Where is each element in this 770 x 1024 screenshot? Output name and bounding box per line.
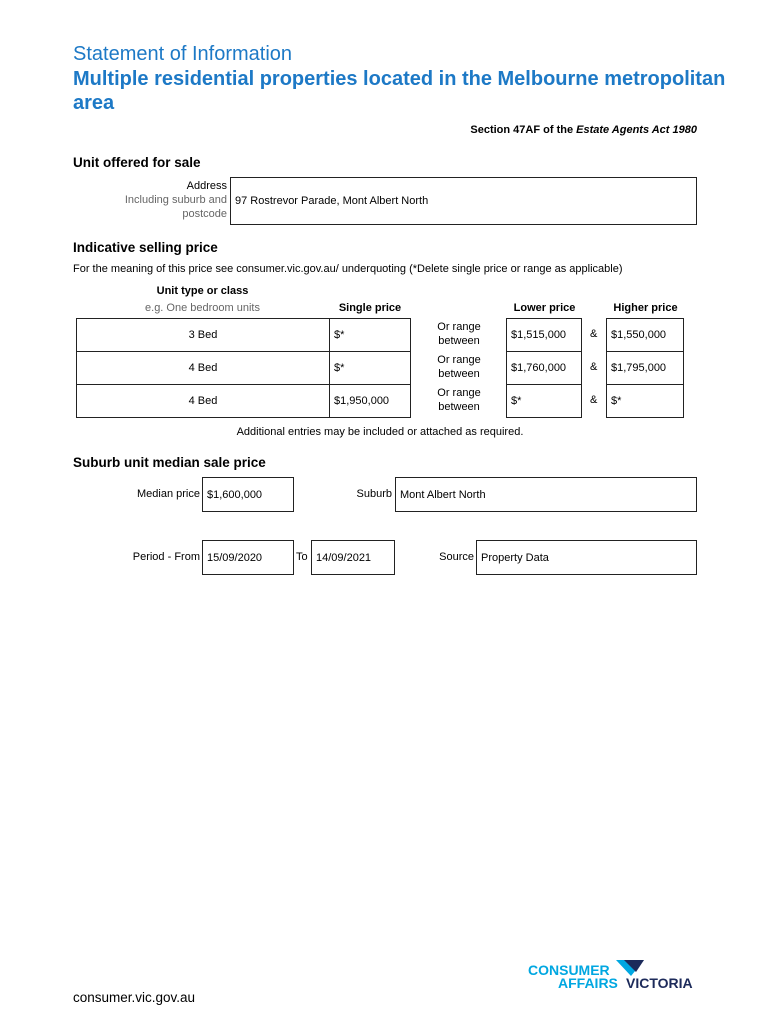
row2-range-text: [425, 353, 493, 381]
col-single: Single price: [338, 302, 402, 314]
address-label-line2: Including suburb and: [124, 194, 227, 206]
row3-single-text: $1,950,000: [334, 395, 390, 407]
row1-unit[interactable]: [76, 318, 330, 352]
row3-unit[interactable]: [76, 384, 330, 418]
document-title: Statement of Information: [73, 43, 293, 65]
range-text-1: Or range: [437, 354, 481, 366]
period-from-field[interactable]: [202, 540, 294, 575]
period-to-field[interactable]: [311, 540, 395, 575]
row2-higher-text: $1,795,000: [611, 362, 667, 374]
address-label-line1: Address: [186, 180, 227, 192]
row2-single[interactable]: [329, 351, 411, 385]
range-text-1: Or range: [437, 387, 481, 399]
col-unit-example: e.g. One bedroom units: [145, 302, 260, 314]
range-text-2: between: [438, 368, 480, 380]
suburb-field[interactable]: [395, 477, 697, 512]
col-higher: Higher price: [613, 302, 678, 314]
range-text-2: between: [438, 335, 480, 347]
indicative-note: For the meaning of this price see consumer.vic.gov.au/ underquoting (*Delete single price or range as applicable): [73, 263, 623, 275]
unit-offered-heading: Unit offered for sale: [73, 155, 201, 170]
address-value: 97 Rostrevor Parade, Mont Albert North: [235, 195, 429, 207]
row1-amp: &: [590, 328, 598, 340]
row3-lower[interactable]: [506, 384, 582, 418]
consumer-affairs-victoria-logo: [528, 958, 703, 1008]
row1-unit-text: 3 Bed: [188, 329, 218, 341]
median-price-value: $1,600,000: [207, 488, 263, 501]
median-price-label: Median price: [137, 488, 200, 500]
row2-unit-text: 4 Bed: [188, 362, 218, 374]
document-subtitle: Multiple residential properties located in the Melbourne metropolitan area: [73, 68, 726, 114]
row1-single[interactable]: [329, 318, 411, 352]
address-label-line3: postcode: [182, 208, 227, 220]
median-price-field[interactable]: [202, 477, 294, 512]
section-reference: [470, 124, 697, 136]
row3-range-text: [425, 386, 493, 414]
logo-line1: CONSUMER: [528, 962, 610, 978]
source-field[interactable]: [476, 540, 697, 575]
period-to-label: To: [296, 551, 308, 563]
row3-higher-text: $*: [611, 395, 622, 407]
row2-unit[interactable]: [76, 351, 330, 385]
source-label: Source: [439, 551, 474, 563]
indicative-heading: Indicative selling price: [73, 240, 218, 255]
row1-range-text: [425, 320, 493, 348]
period-to-value: 14/09/2021: [316, 551, 372, 564]
range-text-2: between: [438, 401, 480, 413]
row1-single-text: $*: [334, 329, 345, 341]
col-unit-type: Unit type or class: [156, 285, 249, 297]
period-from-label: Period - From: [132, 551, 200, 563]
row2-higher[interactable]: [606, 351, 684, 385]
row1-higher-text: $1,550,000: [611, 329, 667, 341]
row1-lower-text: $1,515,000: [511, 329, 567, 341]
row3-single[interactable]: [329, 384, 411, 418]
suburb-label: Suburb: [356, 488, 392, 500]
row3-higher[interactable]: [606, 384, 684, 418]
footer-url: consumer.vic.gov.au: [73, 990, 196, 1005]
row1-higher[interactable]: [606, 318, 684, 352]
logo-line3: VICTORIA: [626, 975, 693, 991]
col-lower: Lower price: [513, 302, 576, 314]
section-act: Estate Agents Act 1980: [576, 124, 697, 136]
row3-amp: &: [590, 394, 598, 406]
address-field[interactable]: [230, 177, 697, 225]
row3-lower-text: $*: [511, 395, 522, 407]
suburb-value: Mont Albert North: [400, 488, 486, 501]
row2-lower[interactable]: [506, 351, 582, 385]
row2-single-text: $*: [334, 362, 345, 374]
period-from-value: 15/09/2020: [207, 551, 263, 564]
range-text-1: Or range: [437, 321, 481, 333]
section-prefix: Section 47AF of the: [470, 124, 577, 136]
row2-lower-text: $1,760,000: [511, 362, 567, 374]
additional-entries-note: Additional entries may be included or attached as required.: [236, 426, 524, 438]
source-value: Property Data: [481, 551, 549, 564]
row2-amp: &: [590, 361, 598, 373]
logo-line2: AFFAIRS: [558, 975, 618, 991]
address-label: [90, 179, 227, 221]
row1-lower[interactable]: [506, 318, 582, 352]
row3-unit-text: 4 Bed: [188, 395, 218, 407]
median-heading: Suburb unit median sale price: [73, 455, 266, 470]
